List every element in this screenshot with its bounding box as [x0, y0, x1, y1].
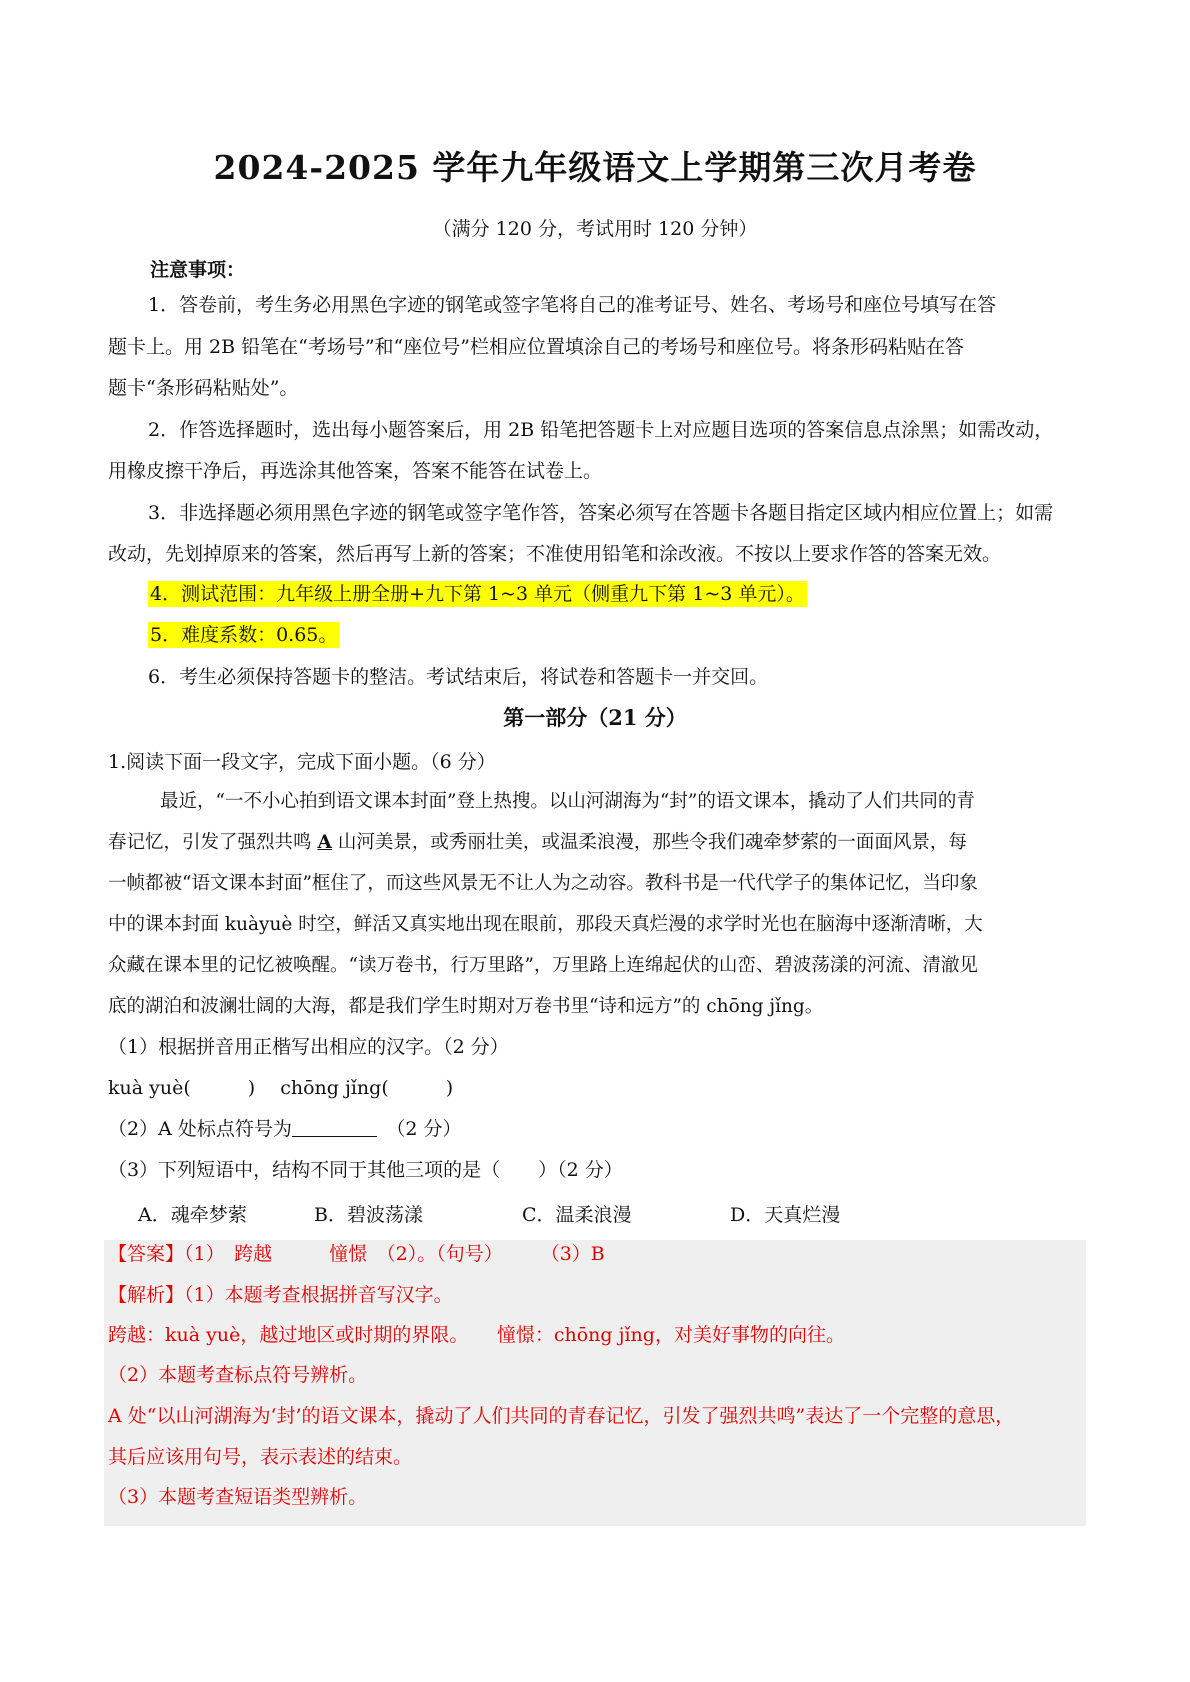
- passage-line-1: 最近，“一不小心拍到语文课本封面”登上热搜。以山河湖海为“封”的语文课本，撬动了人们共同的青: [160, 791, 975, 812]
- analysis-text-1: （1）本题考查根据拼音写汉字。: [184, 1284, 453, 1306]
- subquestion-1-pinyin: kuà yuè( ) chōng jǐng( ): [108, 1077, 454, 1099]
- question-1-stem: 1.阅读下面一段文字，完成下面小题。（6 分）: [108, 751, 496, 773]
- answer-line: [108, 1241, 1083, 1267]
- passage-line-5: 众藏在课本里的记忆被唤醒。“读万卷书，行万里路”，万里路上连绵起伏的山峦、碧波荡漾的河流、清澈见: [108, 955, 978, 976]
- analysis-line-4: A 处“以山河湖海为‘封’的语文课本，撬动了人们共同的青春记忆，引发了强烈共鸣”表达了一个完整的意思，: [108, 1405, 1015, 1427]
- passage-line-3: 一帧都被“语文课本封面”框住了，而这些风景无不让人为之动容。教科书是一代代学子的集体记忆，当印象: [108, 873, 978, 894]
- notice-item-3-line-2: 改动，先划掉原来的答案，然后再写上新的答案；不准使用铅笔和涂改液。不按以上要求作答的答案无效。: [108, 543, 1002, 565]
- notice-item-1-line-2: 题卡上。用 2B 铅笔在“考场号”和“座位号”栏相应位置填涂自己的考场号和座位号。将条形码粘贴在答: [108, 336, 964, 358]
- page-title: 2024-2025 学年九年级语文上学期第三次月考卷: [213, 148, 977, 187]
- subquestion-1: （1）根据拼音用正楷写出相应的汉字。（2 分）: [108, 1036, 509, 1058]
- option-c: C．温柔浪漫: [522, 1204, 632, 1226]
- analysis-line-6: （3）本题考查短语类型辨析。: [108, 1486, 368, 1508]
- subquestion-3: （3）下列短语中，结构不同于其他三项的是（ ）（2 分）: [108, 1159, 623, 1181]
- passage-line-6: 底的湖泊和波澜壮阔的大海，都是我们学生时期对万卷书里“诗和远方”的 chōng jǐng。: [108, 996, 824, 1017]
- answer-tag: 【答案】: [108, 1243, 185, 1265]
- notice-item-2-line-2: 用橡皮擦干净后，再选涂其他答案，答案不能答在试卷上。: [108, 460, 603, 482]
- notice-item-4: [148, 581, 1083, 607]
- subquestion-2: [108, 1116, 1083, 1142]
- highlight-difficulty: 5．难度系数：0.65。: [150, 624, 338, 646]
- exam-subtitle: （满分 120 分，考试用时 120 分钟）: [432, 218, 758, 240]
- option-b: B．碧波荡漾: [314, 1204, 423, 1226]
- passage-line-2-start: 春记忆，引发了强烈共鸣: [108, 832, 312, 853]
- notice-item-3-line-1: 3．非选择题必须用黑色字迹的钢笔或签字笔作答，答案必须写在答题卡各题目指定区域内相应位置上；如需: [148, 502, 1054, 524]
- subquestion-2-text: （2）A 处标点符号为: [108, 1118, 292, 1140]
- passage-line-2: [108, 830, 1083, 856]
- notice-item-6: 6．考生必须保持答题卡的整洁。考试结束后，将试卷和答题卡一并交回。: [148, 666, 769, 688]
- part-1-heading: 第一部分（21 分）: [503, 705, 687, 730]
- notice-item-5: [148, 622, 1083, 648]
- analysis-line-1: [108, 1282, 1083, 1308]
- analysis-line-5: 其后应该用句号，表示表述的结束。: [108, 1446, 413, 1468]
- notice-item-2-line-1: 2．作答选择题时，选出每小题答案后，用 2B 铅笔把答题卡上对应题目选项的答案信息点涂黑；如需改动，: [148, 419, 1054, 441]
- notice-heading: 注意事项：: [150, 259, 246, 281]
- analysis-tag: 【解析】: [108, 1284, 185, 1306]
- notice-item-1-line-3: 题卡“条形码粘贴处”。: [108, 377, 299, 399]
- highlight-test-scope: 4．测试范围：九年级上册全册+九下第 1~3 单元（侧重九下第 1~3 单元）。: [150, 583, 805, 605]
- passage-line-2-end: 山河美景，或秀丽壮美，或温柔浪漫，那些令我们魂牵梦萦的一面面风景，每: [337, 832, 967, 853]
- notice-item-1-line-1: 1．答卷前，考生务必用黑色字迹的钢笔或签字笔将自己的准考证号、姓名、考场号和座位号填写在答: [148, 294, 997, 316]
- punctuation-mark-a: A: [317, 832, 332, 853]
- subquestion-2-score: （2 分）: [395, 1118, 462, 1140]
- analysis-line-3: （2）本题考查标点符号辨析。: [108, 1364, 368, 1386]
- analysis-line-2: 跨越：kuà yuè，越过地区或时期的界限。 憧憬：chōng jǐng，对美好事物的向往。: [108, 1324, 845, 1346]
- option-d: D．天真烂漫: [730, 1204, 841, 1226]
- answer-text: （1） 跨越 憧憬 （2）。（句号） （3）B: [184, 1243, 605, 1265]
- option-a: A．魂牵梦萦: [138, 1204, 247, 1226]
- passage-line-4: 中的课本封面 kuàyuè 时空，鲜活又真实地出现在眼前，那段天真烂漫的求学时光也在脑海中逐渐清晰，大: [108, 914, 983, 935]
- answer-blank: [292, 1118, 377, 1137]
